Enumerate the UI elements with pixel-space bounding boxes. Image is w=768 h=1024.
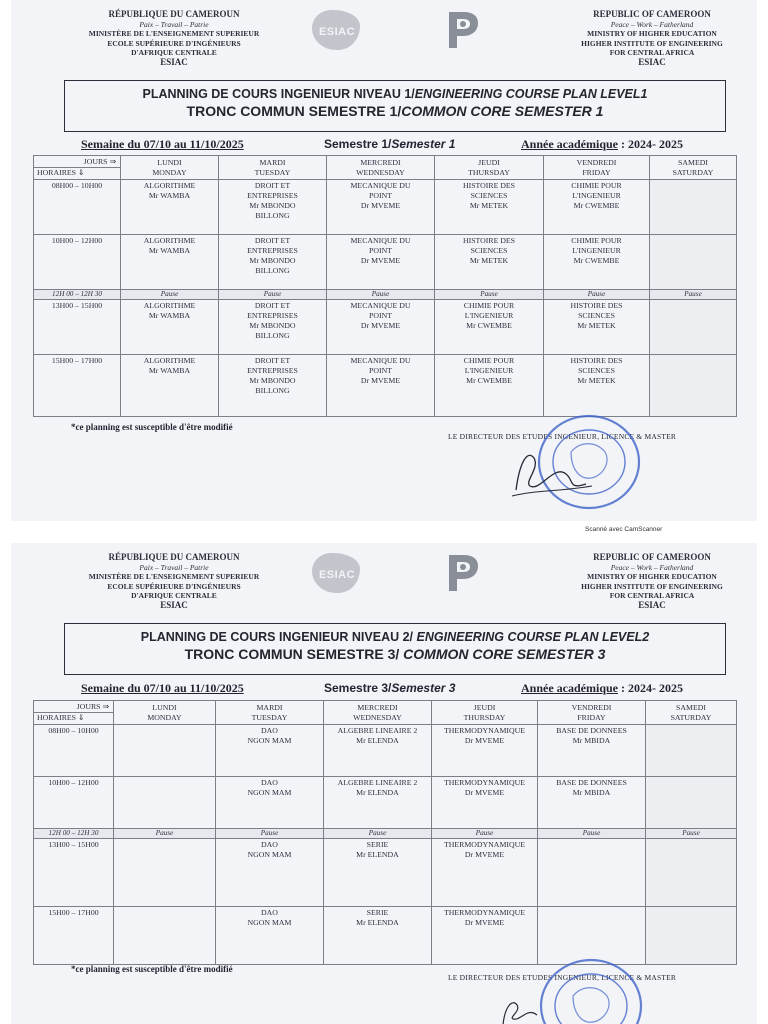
course-line: DROIT ET [254,181,291,190]
course-line: ENTREPRISES [247,366,298,375]
day-name-fr: LUNDI [157,157,182,167]
course-line: THERMODYNAMIQUE [444,908,525,917]
course-cell [121,180,219,235]
course-line: Mr MBONDO [249,376,296,385]
course-cell [544,180,650,235]
time-slot-row [34,300,737,355]
course-cell [121,355,219,417]
corner-cell [34,701,114,725]
title-line-1 [65,630,725,644]
director-title: LE DIRECTEUR DES ETUDES INGENIEUR, LICENCE & MASTER [448,432,677,441]
academic-year-value: : 2024- 2025 [621,137,683,151]
pause-cell: Pause [324,829,432,839]
day-name-en: SATURDAY [670,712,712,722]
week-range: Semaine du 07/10 au 11/10/2025 [81,681,244,695]
day-header-tuesday [216,701,324,725]
course-line: THERMODYNAMIQUE [444,778,525,787]
subtitle-fr: TRONC COMMUN SEMESTRE 3/ [184,646,404,662]
course-cell [538,777,646,829]
signature-icon [495,991,555,1024]
pause-time: 12H 00 – 12H 30 [34,290,121,300]
course-cell [121,235,219,290]
course-cell [219,355,327,417]
pause-cell: Pause [538,829,646,839]
course-line: CHIMIE POUR [463,356,515,365]
course-line: ENTREPRISES [247,246,298,255]
pause-cell: Pause [121,290,219,300]
day-name-fr: MARDI [256,702,283,712]
course-line: BILLONG [255,266,290,275]
course-line: MECANIQUE DU [350,181,411,190]
header-line: FOR CENTRAL AFRICA [609,591,695,601]
course-line: Mr WAMBA [148,311,191,320]
title-fr: PLANNING DE COURS INGENIEUR NIVEAU 2/ [140,630,417,644]
course-line: DROIT ET [254,236,291,245]
day-header-row [34,701,737,725]
course-line: SCIENCES [578,311,615,320]
course-line: Mr MBIDA [572,736,611,745]
course-line: ALGEBRE LINEAIRE 2 [337,726,418,735]
course-line: Mr WAMBA [148,246,191,255]
day-header-thursday [432,701,538,725]
course-cell [114,839,216,907]
course-cell [324,725,432,777]
header-line: FOR CENTRAL AFRICA [609,48,695,58]
course-line: MECANIQUE DU [350,236,411,245]
day-header-thursday [435,156,544,180]
schedule-table [33,700,737,965]
course-line: L'INGENIEUR [464,311,514,320]
institute-p-logo-icon [443,551,483,595]
course-line: Dr MVEME [360,201,401,210]
day-name-fr: MERCREDI [360,157,401,167]
header-left-fr [49,553,299,611]
pause-cell: Pause [432,829,538,839]
pause-cell: Pause [544,290,650,300]
logo-text: ESIAC [318,26,356,38]
day-name-en: TUESDAY [254,167,291,177]
corner-cell [34,156,121,180]
day-name-en: THURSDAY [468,167,510,177]
hours-label: HORAIRES ⇓ [37,712,85,722]
course-line: NGON MAM [247,850,292,859]
course-cell [435,355,544,417]
course-line: SERIE [366,908,389,917]
course-cell [650,300,737,355]
course-cell [646,839,737,907]
header-line: REPUBLIC OF CAMEROON [593,9,711,19]
course-line: SCIENCES [578,366,615,375]
course-line: SCIENCES [470,191,508,200]
course-cell [435,235,544,290]
esiac-logo [306,553,368,595]
course-cell [216,725,324,777]
day-header-saturday [646,701,737,725]
semester-fr: Semestre 3/ [324,681,392,695]
course-line: DAO [261,908,278,917]
esiac-logo [306,10,368,52]
course-cell [324,907,432,965]
time-slot-label: 10H00 – 12H00 [34,235,121,290]
course-line: Dr MVEME [464,850,505,859]
course-line: Mr METEK [577,376,616,385]
course-line: Mr CWEMBE [466,376,512,385]
course-line: Mr WAMBA [148,191,191,200]
course-line: Mr ELENDA [356,918,399,927]
course-line: Dr MVEME [464,918,505,927]
day-name-en: WEDNESDAY [356,167,405,177]
course-line: Mr ELENDA [356,850,399,859]
semester-fr: Semestre 1/ [324,137,392,151]
course-line: Mr ELENDA [356,788,399,797]
week-info-row [81,681,741,697]
day-name-en: FRIDAY [577,712,606,722]
modification-note: *ce planning est susceptible d'être modifié [71,422,233,432]
semester-en: Semester 1 [391,137,456,151]
header-left-fr [49,10,299,68]
course-line: Dr MVEME [464,788,505,797]
course-line: ALGORITHME [143,236,196,245]
course-line: Mr MBIDA [572,788,611,797]
pause-row [34,290,737,300]
course-cell [650,180,737,235]
course-line: Dr MVEME [360,256,401,265]
course-line: ENTREPRISES [247,311,298,320]
course-line: Mr CWEMBE [466,321,512,330]
course-cell [121,300,219,355]
header-line: HIGHER INSTITUTE OF ENGINEERING [581,581,723,591]
course-cell [646,777,737,829]
day-name-en: THURSDAY [463,712,506,722]
time-slot-label: 08H00 – 10H00 [34,180,121,235]
header-right-en [557,10,747,68]
course-line: THERMODYNAMIQUE [444,840,525,849]
time-slot-label: 13H00 – 15H00 [34,839,114,907]
course-line: SCIENCES [470,246,508,255]
course-line: Mr WAMBA [148,366,191,375]
course-cell [538,839,646,907]
course-line: POINT [369,311,392,320]
course-line: L'INGENIEUR [572,246,621,255]
course-line: Mr CWEMBE [573,201,620,210]
day-name-fr: JEUDI [478,157,500,167]
time-slot-row [34,180,737,235]
course-cell [327,235,435,290]
time-slot-row [34,235,737,290]
course-line: Dr MVEME [360,376,401,385]
schedule-page-level-2 [11,543,757,1024]
course-line: Mr METEK [469,256,509,265]
course-line: Mr MBONDO [249,201,296,210]
day-name-en: FRIDAY [582,167,611,177]
course-line: CHIMIE POUR [571,236,622,245]
course-cell [114,777,216,829]
day-header-monday [121,156,219,180]
title-line-2 [65,103,725,119]
course-line: Mr METEK [469,201,509,210]
course-cell [219,300,327,355]
course-line: POINT [369,246,392,255]
pause-cell: Pause [650,290,737,300]
time-slot-label: 10H00 – 12H00 [34,777,114,829]
header-line: ESIAC [638,56,666,67]
day-header-row [34,156,737,180]
course-cell [216,839,324,907]
course-line: HISTOIRE DES [462,236,516,245]
course-line: BASE DE DONNEES [556,778,627,787]
pause-row [34,829,737,839]
course-cell [544,235,650,290]
days-label: JOURS ⇒ [34,157,120,168]
header-line: ESIAC [160,56,188,67]
course-line: NGON MAM [247,736,292,745]
course-cell [432,907,538,965]
course-cell [432,777,538,829]
director-title: LE DIRECTEUR DES ETUDES INGENIEUR, LICENCE & MASTER [448,973,677,982]
course-cell [650,355,737,417]
header-line: ECOLE SUPÉRIEURE D'INGÉNIEURS [107,581,241,591]
course-cell [650,235,737,290]
header-line: RÉPUBLIQUE DU CAMEROUN [108,9,240,19]
course-line: Mr CWEMBE [573,256,620,265]
academic-year [521,681,683,696]
course-cell [435,300,544,355]
semester-label [324,137,455,151]
course-cell [435,180,544,235]
course-line: DROIT ET [254,301,291,310]
modification-note: *ce planning est susceptible d'être modifié [71,964,233,974]
header-line: RÉPUBLIQUE DU CAMEROUN [108,552,240,562]
course-cell [432,839,538,907]
course-line: Mr METEK [577,321,616,330]
day-name-fr: LUNDI [152,702,177,712]
course-line: DROIT ET [254,356,291,365]
academic-year-label: Année académique [521,681,618,695]
header-line: MINISTÈRE DE L'ENSEIGNEMENT SUPERIEUR [88,29,260,39]
course-line: DAO [261,726,278,735]
course-cell [544,355,650,417]
course-line: MECANIQUE DU [350,356,411,365]
course-cell [327,180,435,235]
schedule-table [33,155,737,417]
course-cell [324,777,432,829]
day-header-wednesday [324,701,432,725]
time-slot-row [34,355,737,417]
title-box [64,80,726,132]
pause-cell: Pause [114,829,216,839]
subtitle-en: COMMON CORE SEMESTER 1 [401,103,604,119]
header-line: D'AFRIQUE CENTRALE [131,591,217,601]
semester-en: Semester 3 [391,681,456,695]
schedule-page-level-1 [11,0,757,521]
course-line: MECANIQUE DU [350,301,411,310]
course-line: NGON MAM [247,788,292,797]
camscanner-footer: Scanné avec CamScanner [585,526,663,533]
course-line: ALGORITHME [143,181,196,190]
course-cell [216,907,324,965]
course-line: BILLONG [255,331,290,340]
course-line: NGON MAM [247,918,292,927]
pause-cell: Pause [435,290,544,300]
course-line: Mr ELENDA [356,736,399,745]
pause-time: 12H 00 – 12H 30 [34,829,114,839]
course-cell [646,907,737,965]
course-line: SERIE [366,840,389,849]
time-slot-label: 15H00 – 17H00 [34,907,114,965]
day-header-friday [544,156,650,180]
course-cell [114,907,216,965]
course-line: CHIMIE POUR [463,301,515,310]
time-slot-label: 08H00 – 10H00 [34,725,114,777]
course-cell [216,777,324,829]
logo-text: ESIAC [318,569,356,581]
course-cell [327,355,435,417]
course-cell [432,725,538,777]
course-cell [538,725,646,777]
day-header-saturday [650,156,737,180]
course-line: BASE DE DONNEES [556,726,627,735]
day-name-fr: MARDI [259,157,286,167]
day-name-fr: VENDREDI [576,157,617,167]
header-line: Peace – Work – Fatherland [610,562,694,572]
signature-icon [506,440,596,500]
course-line: HISTOIRE DES [570,301,623,310]
title-en: ENGINEERING COURSE PLAN LEVEL1 [414,87,648,101]
subtitle-en: COMMON CORE SEMESTER 3 [403,646,606,662]
course-cell [544,300,650,355]
course-line: BILLONG [255,211,290,220]
course-line: POINT [369,191,392,200]
day-name-en: SATURDAY [672,167,714,177]
course-line: ALGEBRE LINEAIRE 2 [337,778,418,787]
course-line: DAO [261,840,278,849]
title-line-1 [65,87,725,101]
course-cell [646,725,737,777]
pause-cell: Pause [216,829,324,839]
course-line: ALGORITHME [143,301,196,310]
header-line: D'AFRIQUE CENTRALE [131,48,217,58]
day-header-wednesday [327,156,435,180]
course-line: L'INGENIEUR [464,366,514,375]
pause-cell: Pause [327,290,435,300]
course-cell [327,300,435,355]
day-header-tuesday [219,156,327,180]
pause-cell: Pause [646,829,737,839]
day-header-monday [114,701,216,725]
course-line: Dr MVEME [360,321,401,330]
course-line: Mr MBONDO [249,256,296,265]
week-range: Semaine du 07/10 au 11/10/2025 [81,137,244,151]
course-cell [219,180,327,235]
header-line: MINISTRY OF HIGHER EDUCATION [587,29,717,39]
header-line: MINISTÈRE DE L'ENSEIGNEMENT SUPERIEUR [88,572,260,582]
course-line: HISTOIRE DES [570,356,623,365]
course-cell [114,725,216,777]
time-slot-label: 15H00 – 17H00 [34,355,121,417]
day-name-en: MONDAY [152,167,187,177]
week-info-row [81,137,741,153]
time-slot-row [34,839,737,907]
day-name-fr: VENDREDI [571,702,612,712]
hours-label: HORAIRES ⇓ [37,167,85,177]
course-line: ALGORITHME [143,356,196,365]
title-fr: PLANNING DE COURS INGENIEUR NIVEAU 1/ [142,87,415,101]
title-line-2 [65,646,725,662]
course-line: BILLONG [255,386,290,395]
course-line: L'INGENIEUR [572,191,621,200]
course-line: Dr MVEME [464,736,505,745]
academic-year-value: : 2024- 2025 [621,681,683,695]
title-box [64,623,726,675]
day-name-fr: MERCREDI [357,702,398,712]
course-cell [324,839,432,907]
day-name-en: MONDAY [147,712,182,722]
header-line: ESIAC [638,599,666,610]
course-line: CHIMIE POUR [571,181,622,190]
day-name-fr: SAMEDI [678,157,708,167]
header-line: Peace – Work – Fatherland [610,19,694,29]
course-line: THERMODYNAMIQUE [444,726,525,735]
days-label: JOURS ⇒ [34,702,113,713]
academic-year-label: Année académique [521,137,618,151]
title-en: ENGINEERING COURSE PLAN LEVEL2 [416,630,650,644]
day-name-en: TUESDAY [251,712,288,722]
day-name-fr: SAMEDI [676,702,706,712]
course-line: DAO [261,778,278,787]
header-line: HIGHER INSTITUTE OF ENGINEERING [581,38,723,48]
academic-year [521,137,683,152]
time-slot-row [34,725,737,777]
header-line: ESIAC [160,599,188,610]
course-line: ENTREPRISES [247,191,298,200]
institute-p-logo-icon [443,8,483,52]
time-slot-label: 13H00 – 15H00 [34,300,121,355]
pause-cell: Pause [219,290,327,300]
header-line: REPUBLIC OF CAMEROON [593,552,711,562]
course-line: POINT [369,366,392,375]
course-cell [219,235,327,290]
header-line: Paix – Travail – Patrie [139,19,209,29]
day-header-friday [538,701,646,725]
header-right-en [557,553,747,611]
header-line: Paix – Travail – Patrie [139,562,209,572]
day-name-fr: JEUDI [473,702,496,712]
course-line: HISTOIRE DES [462,181,516,190]
semester-label [324,681,455,695]
header-line: ECOLE SUPÉRIEURE D'INGÉNIEURS [107,38,241,48]
day-name-en: WEDNESDAY [353,712,402,722]
header-line: MINISTRY OF HIGHER EDUCATION [587,572,717,582]
course-line: Mr MBONDO [249,321,296,330]
time-slot-row [34,777,737,829]
subtitle-fr: TRONC COMMUN SEMESTRE 1/ [186,103,402,119]
